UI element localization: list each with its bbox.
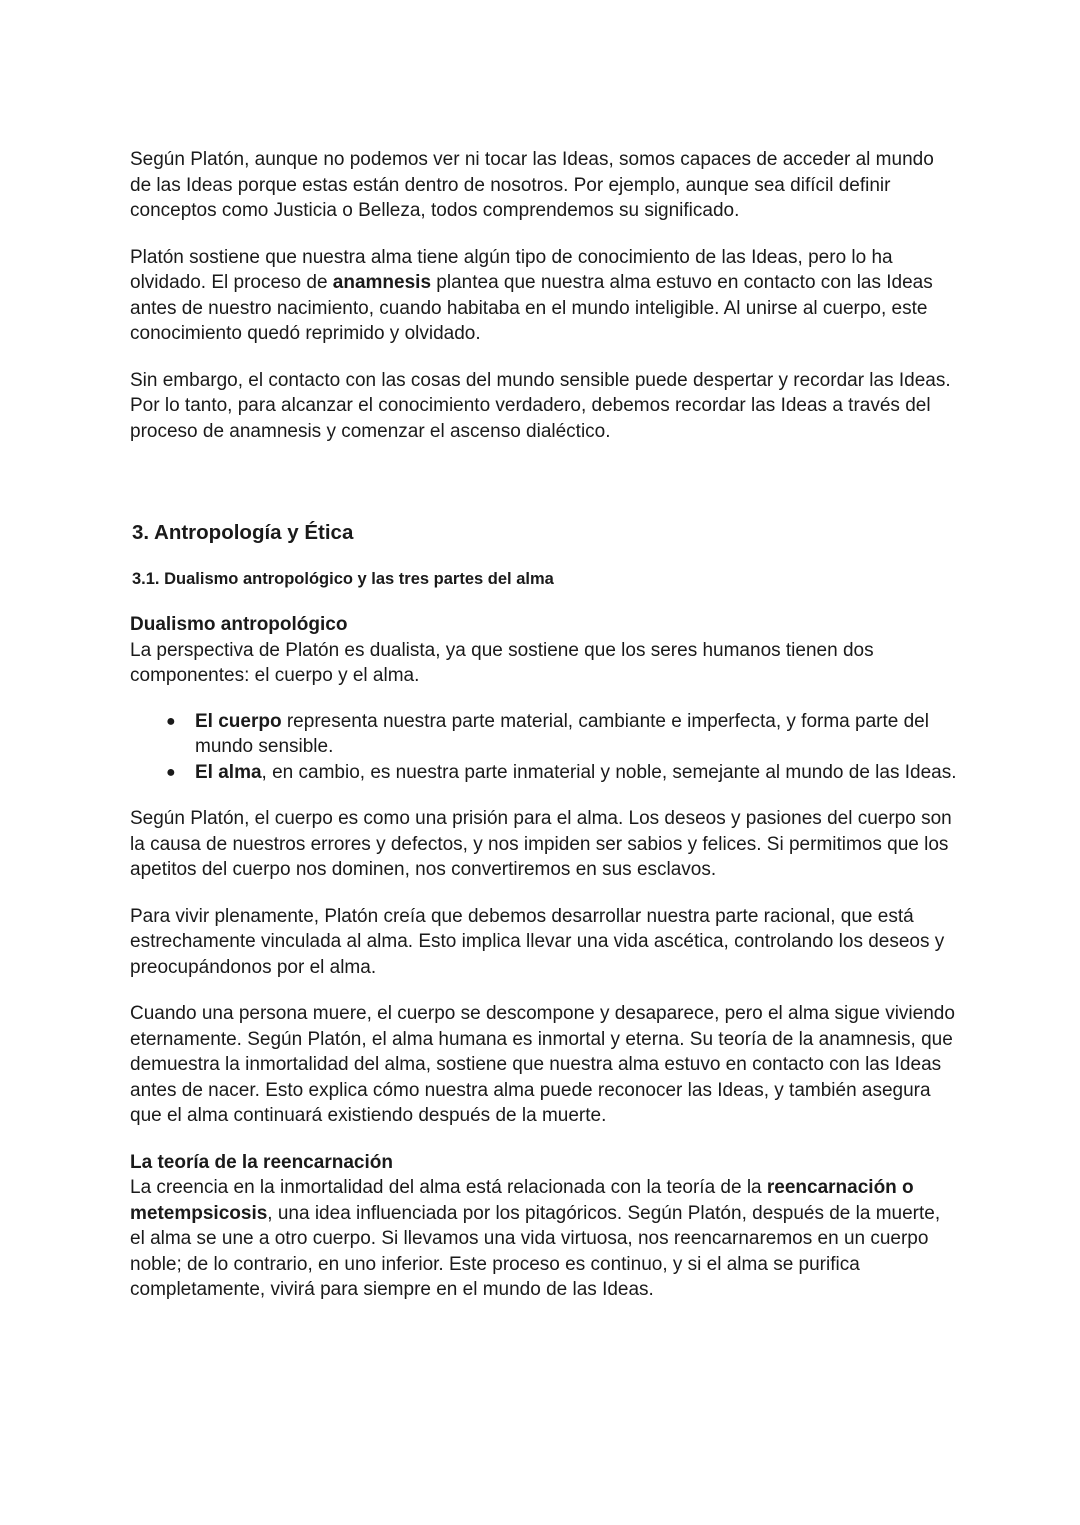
dualismo-list (130, 709, 960, 786)
list-item-term: El cuerpo (195, 710, 282, 732)
list-item (130, 760, 960, 786)
list-item-text: , en cambio, es nuestra parte inmaterial y noble, semejante al mundo de las Ideas. (261, 761, 957, 783)
bullet-icon: ● (166, 763, 176, 781)
section-title: 3. Antropología y Ética (132, 521, 354, 544)
list-item-text: representa nuestra parte material, cambiante e imperfecta, y forma parte del mundo sensible. (195, 710, 929, 757)
dualismo-paragraph-3: Cuando una persona muere, el cuerpo se descompone y desaparece, pero el alma sigue viviendo eternamente. Según Platón, el alma humana es inmortal y eterna. Su teoría de la anamnesis, que demuestra la inmortalidad del alma, sostiene que nuestra alma estuvo en contacto con las Ideas antes de nacer. Esto explica cómo nuestra alma puede reconocer las Ideas, y también asegura que el alma continuará existiendo después de la muerte. (130, 1003, 955, 1126)
text-span: Platón sostiene que nuestra alma tiene algún tipo de conocimiento de las Ideas, pero lo ha olvidado. El proceso de (130, 246, 893, 293)
bullet-icon: ● (166, 712, 176, 730)
text-span: La creencia en la inmortalidad del alma está relacionada con la teoría de la (130, 1177, 767, 1198)
bold-term-reencarnacion: reencarnación o metempsicosis (130, 1177, 914, 1224)
text-span: plantea que nuestra alma estuvo en contacto con las Ideas antes de nuestro nacimiento, cuando habitaba en el mundo inteligible. Al unirse al cuerpo, este conocimiento quedó reprimido y olvidado. (130, 272, 933, 344)
reencarnacion-heading: La teoría de la reencarnación (130, 1151, 393, 1173)
intro-paragraph-3: Sin embargo, el contacto con las cosas del mundo sensible puede despertar y recordar las Ideas. Por lo tanto, para alcanzar el conocimiento verdadero, debemos recordar las Ideas a través del proceso de anamnesis y comenzar el ascenso dialéctico. (130, 369, 951, 442)
document-page (130, 147, 960, 1303)
reencarnacion-paragraph (130, 1175, 960, 1303)
intro-paragraph-1: Según Platón, aunque no podemos ver ni tocar las Ideas, somos capaces de acceder al mundo de las Ideas porque estas están dentro de nosotros. Por ejemplo, aunque sea difícil definir conceptos como Justicia o Belleza, todos comprendemos su significado. (130, 149, 934, 221)
dualismo-heading: Dualismo antropológico (130, 614, 348, 635)
dualismo-paragraph-2: Para vivir plenamente, Platón creía que debemos desarrollar nuestra parte racional, que está estrechamente vinculada al alma. Esto implica llevar una vida ascética, controlando los deseos y preocupándonos por el alma. (130, 905, 945, 978)
section-subtitle: 3.1. Dualismo antropológico y las tres partes del alma (132, 570, 554, 588)
dualismo-intro: La perspectiva de Platón es dualista, ya que sostiene que los seres humanos tienen dos componentes: el cuerpo y el alma. (130, 639, 874, 686)
list-item-term: El alma (195, 761, 262, 783)
bold-term-anamnesis: anamnesis (332, 272, 432, 293)
intro-paragraph-2 (130, 245, 960, 347)
list-item (130, 709, 960, 760)
text-span: , una idea influenciada por los pitagóricos. Según Platón, después de la muerte, el alma se une a otro cuerpo. Si llevamos una vida virtuosa, nos reencarnaremos en un cuerpo noble; de lo contrario, en uno inferior. Este proceso es continuo, y si el alma se purifica completamente, vivirá para siempre en el mundo de las Ideas. (130, 1202, 941, 1300)
dualismo-paragraph-1: Según Platón, el cuerpo es como una prisión para el alma. Los deseos y pasiones del cuerpo son la causa de nuestros errores y defectos, y nos impiden ser sabios y felices. Si permitimos que los apetitos del cuerpo nos dominen, nos convertiremos en sus esclavos. (130, 808, 952, 880)
